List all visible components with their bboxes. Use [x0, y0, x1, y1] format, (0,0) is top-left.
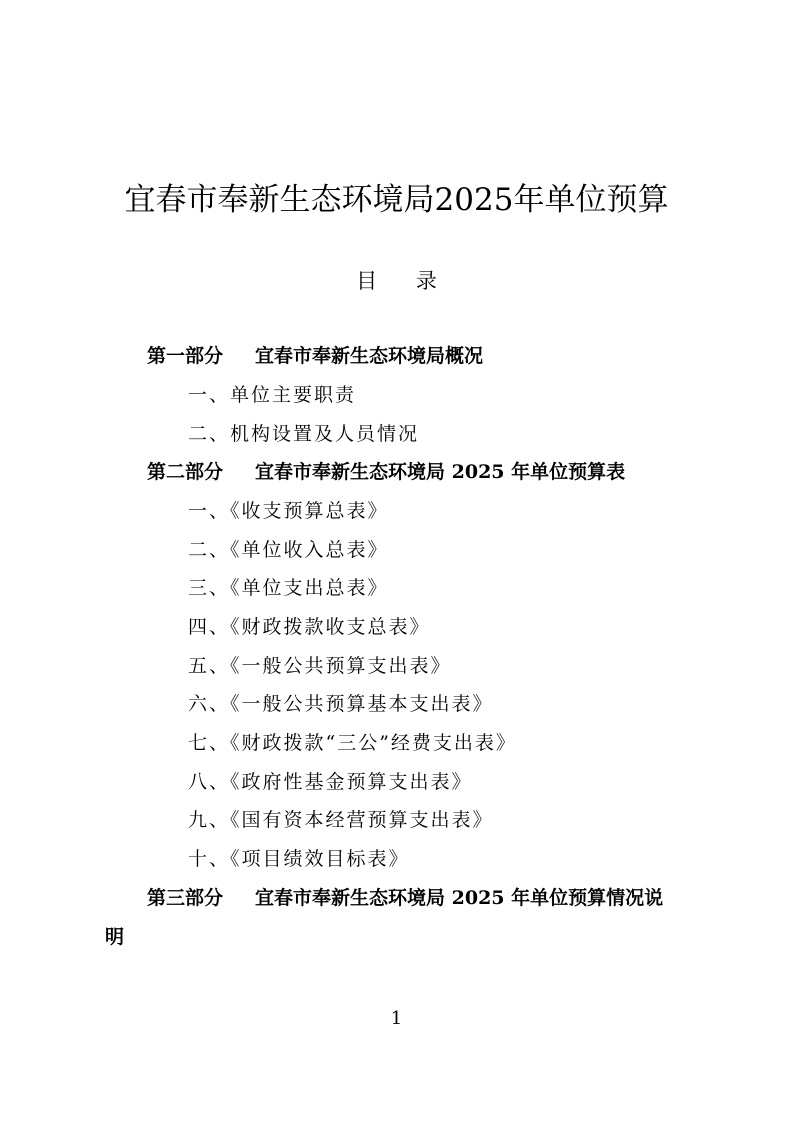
- toc-part-3-title: 宜春市奉新生态环境局 2025 年单位预算情况说: [255, 887, 664, 909]
- toc-part-2: [147, 458, 625, 486]
- toc-part-3-label: 第三部分: [147, 887, 224, 909]
- toc-part-1: [147, 342, 483, 370]
- toc-part-1-label: 第一部分: [147, 345, 224, 367]
- toc-part-1-title: 宜春市奉新生态环境局概况: [255, 345, 484, 367]
- page-number: 1: [390, 1008, 403, 1029]
- toc-item: 十、《项目绩效目标表》: [188, 848, 410, 870]
- toc-item: 一、单位主要职责: [188, 384, 357, 406]
- toc-part-2-label: 第二部分: [147, 461, 224, 483]
- toc-item: 五、《一般公共预算支出表》: [188, 655, 452, 677]
- toc-part-3: [147, 884, 663, 912]
- toc-item: 三、《单位支出总表》: [188, 577, 389, 599]
- toc-item: 六、《一般公共预算基本支出表》: [188, 693, 494, 715]
- toc-item: 七、《财政拨款“三公”经费支出表》: [188, 732, 517, 754]
- toc-item: 二、机构设置及人员情况: [188, 423, 420, 445]
- toc-heading: 目 录: [356, 269, 453, 293]
- toc-part-3-title-continued: 明: [105, 926, 125, 948]
- toc-item: 九、《国有资本经营预算支出表》: [188, 809, 494, 831]
- document-title: 宜春市奉新生态环境局2025年单位预算: [124, 182, 669, 218]
- toc-item: 四、《财政拨款收支总表》: [188, 616, 431, 638]
- toc-item: 二、《单位收入总表》: [188, 539, 389, 561]
- toc-item: 八、《政府性基金预算支出表》: [188, 771, 473, 793]
- toc-part-2-title: 宜春市奉新生态环境局 2025 年单位预算表: [255, 461, 626, 483]
- toc-item: 一、《收支预算总表》: [188, 500, 389, 522]
